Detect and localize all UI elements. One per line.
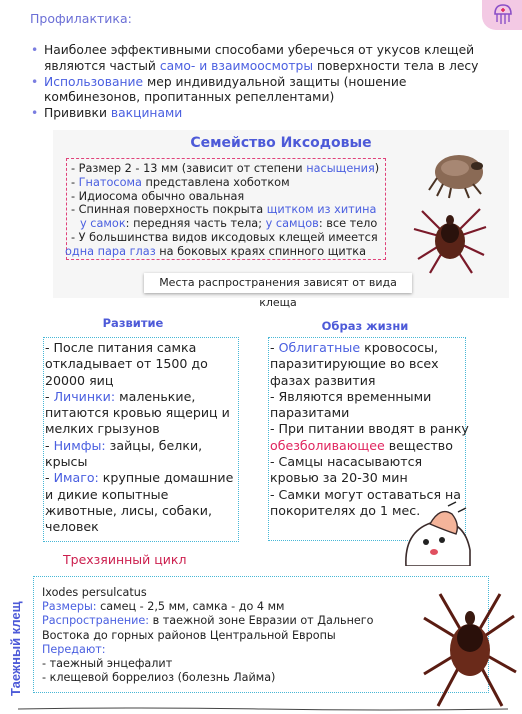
- corner-badge: [482, 0, 522, 30]
- text: - После питания самка откладывает от 1500 до 20000 яиц: [45, 340, 208, 388]
- disease-item: - клещевой боррелиоз (болезнь Лайма): [42, 671, 276, 685]
- prophylaxis-item: [30, 43, 500, 75]
- highlight: вакцинами: [110, 106, 183, 121]
- taiga-label-text: Таежный клещ: [8, 601, 23, 696]
- highlight: само- и взаимоосмотры: [159, 58, 314, 73]
- text: - Являются временными паразитами: [270, 388, 432, 421]
- text: -: [71, 175, 79, 189]
- text: -: [45, 437, 54, 453]
- highlight: обезболивающее: [270, 437, 385, 453]
- highlight: Гнатосома: [78, 175, 142, 189]
- text: в таежной зоне Евразии от Дальнего: [149, 614, 374, 628]
- family-item: [71, 176, 391, 190]
- highlight: щитком из хитина: [266, 203, 377, 217]
- decorative-divider: [18, 707, 508, 711]
- family-item: [65, 245, 391, 259]
- prophylaxis-title: Профилактика:: [30, 11, 132, 26]
- taiga-tick-label: [3, 580, 27, 698]
- text: ): [374, 162, 380, 175]
- text: самец - 2,5 мм, самка - до 4 мм: [96, 600, 285, 614]
- text: зайцы, белки, крысы: [45, 437, 203, 470]
- taiga-text: [42, 586, 462, 685]
- sizes-label: Размеры:: [42, 600, 97, 614]
- text: - Размер 2 - 13 мм (зависит от степени: [71, 162, 307, 175]
- text: - У большинства видов иксодовых клещей имеется: [71, 230, 378, 244]
- text: -: [45, 388, 54, 404]
- lifestyle-text: [270, 340, 470, 519]
- tick-image: [410, 203, 490, 275]
- text: -: [45, 470, 54, 486]
- engorged-tick-image: [425, 150, 491, 200]
- development-title: Развитие: [102, 316, 164, 330]
- text: крупные домашние и дикие копытные животные, лисы, собаки, человек: [45, 470, 234, 535]
- disease-item: - таежный энцефалит: [42, 657, 173, 671]
- text: - Идиосома обычно овальная: [71, 189, 245, 203]
- highlight: Личинки:: [53, 388, 116, 404]
- species-name: Ixodes persulcatus: [42, 586, 147, 599]
- highlight: Облигатные: [278, 340, 361, 355]
- highlight: у самцов: [265, 217, 319, 231]
- text: кровососы, паразитирующие во всех фазах развития: [270, 340, 439, 388]
- text: вещество: [384, 437, 453, 453]
- highlight: Нимфы:: [53, 437, 106, 453]
- family-item: [71, 190, 391, 204]
- text: Наиболее эффективными способами уберечься от укусов клещей являются частый: [44, 43, 475, 73]
- medical-jellyfish-icon: [492, 2, 514, 26]
- family-item: [71, 203, 391, 217]
- text: - Самцы насасываются кровью за 20-30 мин: [270, 454, 423, 486]
- highlight: у самок: [80, 217, 126, 231]
- text: Прививки: [44, 106, 111, 121]
- prophylaxis-item: [30, 75, 500, 107]
- range-label: Распространение:: [42, 614, 150, 628]
- text: маленькие, питаются кровью ящериц и мелких грызунов: [45, 388, 230, 437]
- text: представлена хоботком: [141, 175, 290, 189]
- text: : передняя часть тела;: [125, 217, 266, 231]
- text: мер индивидуальной защиты (ношение комбинезонов, пропитанных репеллентами): [44, 74, 407, 105]
- highlight: насыщения: [306, 162, 375, 175]
- development-text: [45, 340, 235, 536]
- hamster-mascot-image: [400, 500, 472, 566]
- family-title: Семейство Иксодовые: [190, 135, 372, 151]
- prophylaxis-item: [30, 106, 500, 122]
- text: - При питании вводят в ранку: [270, 421, 469, 437]
- range-line-2: Востока до горных районов Центральной Европы: [42, 628, 336, 642]
- lifestyle-title: Образ жизни: [321, 319, 409, 333]
- family-item: [71, 217, 391, 231]
- three-host-cycle-label: Трехзяинный цикл: [63, 552, 187, 567]
- prophylaxis-list: [30, 43, 500, 122]
- range-line: [42, 614, 462, 628]
- highlight: одна пара глаз: [65, 244, 156, 258]
- distribution-note: Места распространения зависят от вида клеща: [144, 273, 412, 293]
- family-item: [71, 231, 391, 245]
- highlight: Использование: [44, 74, 144, 89]
- family-item: [71, 162, 391, 176]
- taiga-tick-image: [420, 586, 518, 710]
- highlight: Имаго:: [53, 470, 99, 486]
- text: - Спинная поверхность покрыта: [71, 203, 267, 217]
- text: : все тело: [318, 217, 378, 231]
- text: - Самки могут оставаться на покорителях до 1 мес.: [270, 486, 462, 518]
- sizes-line: [42, 600, 462, 614]
- family-list: [65, 162, 391, 259]
- text: -: [270, 340, 279, 355]
- text: на боковых краях спинного щитка: [155, 244, 367, 258]
- text: поверхности тела в лесу: [313, 58, 479, 73]
- transmits-label: Передают:: [42, 642, 106, 656]
